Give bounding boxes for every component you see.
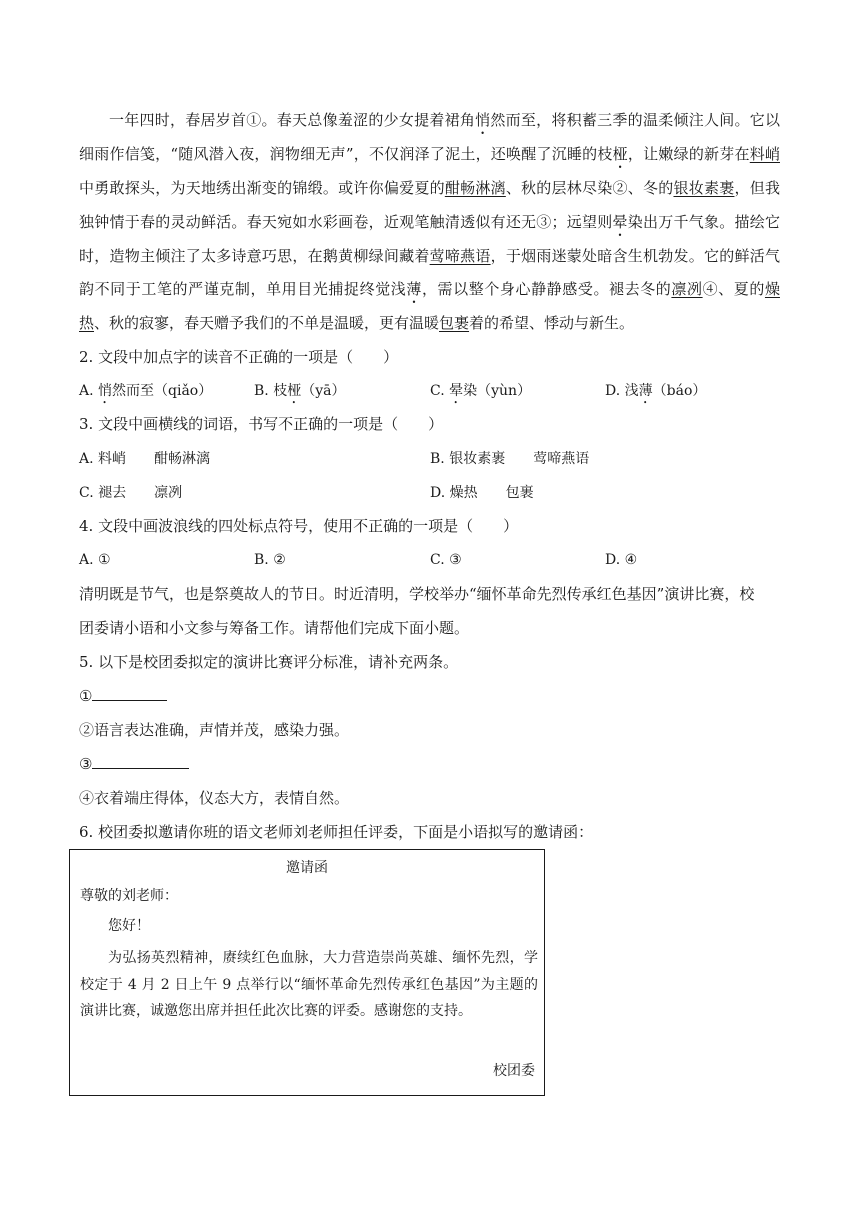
question-2-stem: 2. 文段中加点字的读音不正确的一项是（ ） — [79, 348, 399, 366]
dotted-char: 悄 — [98, 383, 113, 399]
q4-option-d[interactable]: D. ④ — [605, 552, 638, 568]
underlined-word: 料峭 — [749, 145, 780, 163]
passage-text: ，让嫩绿的新芽在 — [627, 145, 750, 163]
q4-option-a[interactable]: A. ① — [79, 552, 111, 568]
dotted-char: 悄 — [475, 111, 491, 129]
option-text: （yā） — [301, 383, 346, 399]
intro-line-2: 团委请小语和小文参与筹备工作。请帮他们完成下面小题。 — [79, 619, 470, 637]
underlined-word: 酣畅淋漓 — [444, 179, 506, 197]
passage-text: ，但我独钟情于春的灵动鲜活。春天宛如水彩画卷，近观笔触清透似有还无③；远望则 — [79, 179, 780, 231]
q5-item-3 — [79, 754, 189, 774]
q2-option-d[interactable] — [605, 381, 706, 407]
option-text: D. 浅 — [605, 383, 639, 399]
dotted-char: 薄 — [638, 383, 653, 399]
q4-option-b[interactable]: B. ② — [254, 552, 286, 568]
letter-greeting: 您好！ — [108, 918, 150, 934]
letter-salutation: 尊敬的刘老师： — [80, 888, 178, 904]
option-text: 然而至（qiǎo） — [112, 383, 213, 399]
underlined-word: 包裹 — [439, 314, 470, 333]
dotted-char: 薄 — [406, 280, 422, 299]
dotted-char: 桠 — [612, 145, 628, 163]
question-4-stem: 4. 文段中画波浪线的四处标点符号，使用不正确的一项是（ ） — [79, 517, 519, 535]
reading-passage — [79, 104, 780, 341]
q5-item-2: ②语言表达准确，声情并茂，感染力强。 — [79, 721, 350, 739]
letter-title: 邀请函 — [286, 860, 328, 876]
q3-option-d[interactable]: D. 燥热 包裹 — [430, 485, 534, 501]
option-text: C. — [430, 383, 450, 399]
dotted-char: 晕 — [449, 383, 464, 399]
underlined-word: 银妆素裹 — [673, 179, 735, 197]
option-text: A. — [79, 383, 99, 399]
passage-text: 然而至，将积蓄三季的温柔倾注人间。它以细雨作信笺，“随风潜入夜，润物细无声”，不仅润泽了泥土，还唤醒了沉睡的枝 — [79, 111, 780, 163]
underlined-word: 莺啼燕语 — [429, 246, 491, 265]
question-3-stem: 3. 文段中画横线的词语，书写不正确的一项是（ ） — [79, 415, 444, 433]
question-5-stem: 5. 以下是校团委拟定的演讲比赛评分标准，请补充两条。 — [79, 653, 459, 671]
q3-option-c[interactable]: C. 褪去 凛冽 — [79, 485, 183, 501]
passage-text: ，需以整个身心静静感受。褪去冬的 — [421, 280, 672, 299]
letter-body: 为弘扬英烈精神，赓续红色血脉，大力营造崇尚英雄、缅怀先烈，学校定于 4 月 2 日上午 9 点举行以“缅怀革命先烈传承红色基因”为主题的演讲比赛，诚邀您出席并担任此次比赛的评委。感谢您的支持。 — [80, 950, 538, 1020]
dotted-char: 晕 — [612, 212, 628, 231]
item-number: ① — [79, 687, 93, 705]
item-number: ③ — [79, 755, 93, 773]
q2-option-b[interactable] — [254, 381, 345, 407]
passage-paragraph — [79, 104, 780, 341]
option-text: （báo） — [652, 383, 707, 399]
q3-option-b[interactable]: B. 银妆素裹 莺啼燕语 — [430, 451, 590, 467]
underlined-word: 燥热 — [79, 280, 780, 333]
answer-blank-1[interactable] — [92, 686, 167, 701]
q5-item-1 — [79, 686, 167, 706]
q4-option-c[interactable]: C. ③ — [430, 552, 462, 568]
question-6-stem: 6. 校团委拟邀请你班的语文老师刘老师担任评委，下面是小语拟写的邀请函： — [79, 823, 594, 841]
underlined-word: 凛冽 — [671, 280, 703, 299]
q3-option-a[interactable]: A. 料峭 酣畅淋漓 — [79, 451, 211, 467]
dotted-char: 桠 — [287, 383, 302, 399]
passage-text: 一年四时，春居岁首①。春天总像羞涩的少女提着裙角 — [109, 111, 476, 129]
option-text: 染（yùn） — [463, 383, 532, 399]
q2-option-c[interactable] — [430, 381, 531, 407]
passage-text: ，于烟雨迷蒙处暗含生机勃发。它的鲜活气韵不同于工笔的严谨克制，单用目光捕捉终觉浅 — [79, 246, 780, 299]
option-text: B. 枝 — [254, 383, 288, 399]
passage-text: 着的希望、悸动与新生。 — [469, 314, 635, 333]
answer-blank-3[interactable] — [92, 754, 189, 769]
passage-text: 染出万千气象。描绘它时，造物主倾注了太多诗意巧思，在鹅黄柳绿间藏着 — [79, 212, 780, 265]
passage-text: 、秋的层林尽染②、冬的 — [505, 179, 674, 197]
q2-option-a[interactable] — [79, 381, 212, 407]
passage-text: 中勇敢探头，为天地绣出渐变的锦缎。或许你偏爱夏的 — [79, 179, 445, 197]
passage-text: ④、夏的 — [702, 280, 765, 299]
invitation-letter-box — [69, 849, 545, 1096]
intro-line-1: 清明既是节气，也是祭奠故人的节日。时近清明，学校举办“缅怀革命先烈传承红色基因”演讲比赛，校 — [79, 585, 755, 603]
letter-signature: 校团委 — [493, 1063, 535, 1079]
passage-text: 、秋的寂寥，春天赠予我们的不单是温暖，更有温暖 — [94, 314, 440, 333]
q5-item-4: ④衣着端庄得体，仪态大方，表情自然。 — [79, 789, 350, 807]
